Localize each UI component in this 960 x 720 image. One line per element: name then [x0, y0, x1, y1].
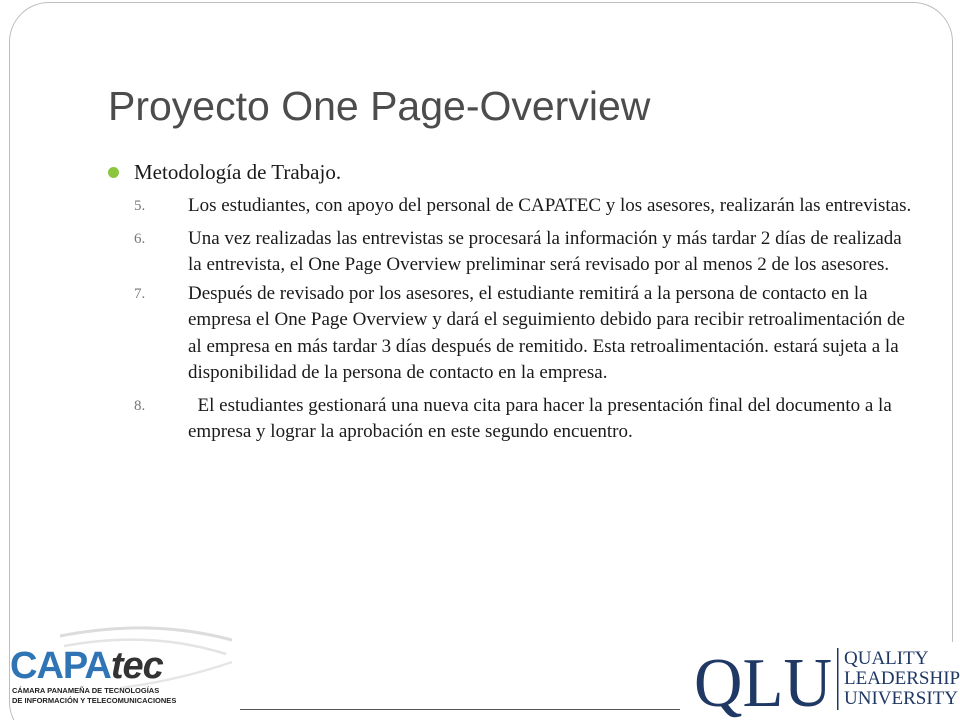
- step-text: El estudiantes gestionará una nueva cita para hacer la presentación final del documento a la empresa y lograr la aprobación en este segundo encuentro.: [188, 394, 897, 442]
- bullet-dot-icon: [108, 167, 119, 178]
- footer-divider: [240, 709, 680, 710]
- svg-text:CAPAtec: [10, 645, 164, 687]
- step-number: 5.: [134, 198, 146, 214]
- qlu-line-2: LEADERSHIP: [844, 668, 960, 689]
- capatec-name-part1: CAPA: [10, 645, 111, 687]
- step-text: Una vez realizadas las entrevistas se procesará la información y más tardar 2 días de realizada la entrevista, el One Page Overview preliminar será revisado por al menos 2 de los asesores.: [188, 227, 902, 275]
- list-item: [134, 281, 914, 387]
- steps-list: [134, 193, 914, 452]
- capatec-tagline-1: CÁMARA PANAMEÑA DE TECNOLOGÍAS: [12, 686, 160, 695]
- qlu-logo: [684, 642, 960, 720]
- capatec-tagline-2: DE INFORMACIÓN Y TELECOMUNICACIONES: [12, 696, 177, 705]
- capatec-logo: [0, 620, 240, 720]
- list-item: [134, 393, 914, 446]
- step-number: 8.: [134, 397, 146, 414]
- step-text: Los estudiantes, con apoyo del personal de CAPATEC y los asesores, realizarán las entrevistas.: [188, 195, 912, 216]
- step-number: 6.: [134, 230, 146, 247]
- slide-title: Proyecto One Page-Overview: [108, 83, 651, 129]
- step-number: 7.: [134, 285, 146, 302]
- qlu-line-1: QUALITY: [844, 648, 929, 669]
- capatec-name-part2: tec: [110, 645, 163, 687]
- list-item: [134, 193, 914, 220]
- list-item: [134, 226, 914, 279]
- qlu-mark: QLU: [694, 645, 832, 720]
- bullet-label: Metodología de Trabajo.: [134, 160, 342, 184]
- qlu-divider: [837, 648, 839, 710]
- step-text: Después de revisado por los asesores, el estudiante remitirá a la persona de contacto en la empresa el One Page Overview y dará el seguimiento debido para recibir retroalimentación de al empresa en más tardar 3 días después de remitido. Esta retroalimentación. estará sujeta a la disponibilidad de la persona de contacto en la empresa.: [188, 282, 905, 383]
- qlu-line-3: UNIVERSITY: [844, 688, 958, 709]
